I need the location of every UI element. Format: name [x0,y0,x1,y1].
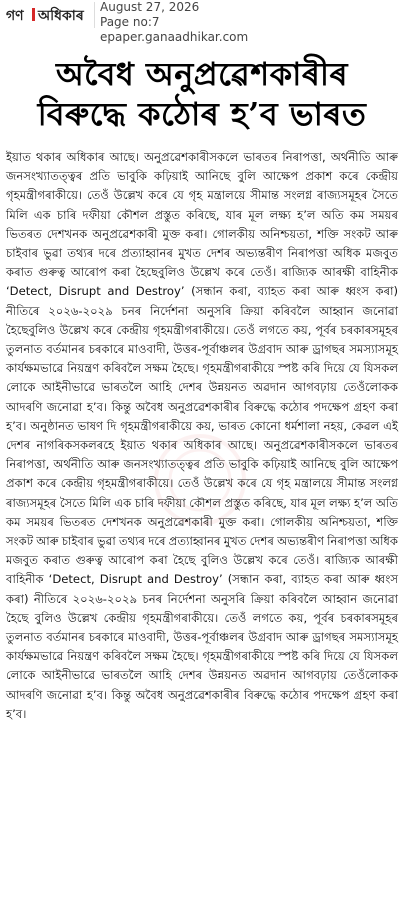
epaper-url[interactable]: epaper.ganaadhikar.com [100,30,249,44]
page-number: Page no:7 [100,15,160,29]
svg-text:গণ: গণ [6,8,24,24]
edition-meta [100,0,248,45]
headline-line-1: অবৈধ অনুপ্ৰৱেশকাৰীৰ [55,55,349,93]
logo-mark-icon [4,4,92,26]
edition-date: August 27, 2026 [100,0,200,14]
article-body [6,148,398,724]
svg-text:অধিকাৰ: অধিকাৰ [38,8,84,24]
headline-line-2: বিৰুদ্ধে কঠোৰ হ’ব ভাৰত [37,95,367,133]
newspaper-logo [2,2,95,28]
article-paragraph: ইয়াত থকাৰ অধিকাৰ আছে। অনুপ্ৰৱেশকাৰীসকলে ভাৰতৰ নিৰাপত্তা, অৰ্থনীতি আৰু জনসংখ্যাতত্ত্বৰ প্ৰতি ভাবুকি কঢ়িয়াই আনিছে বুলি আক্ষেপ প্ৰকাশ কৰে কেন্দ্ৰীয় গৃহমন্ত্ৰীগৰাকীয়ে। তেওঁ উল্লেখ কৰে যে গৃহ মন্ত্ৰালয়ে সীমান্ত সংলগ্ন ৰাজ্যসমূহৰ সৈতে মিলি এক চাৰি দফীয়া কৌশল প্ৰস্তুত কৰিছে, যাৰ মূল লক্ষ্য হ’ল অতি কম সময়ৰ ভিতৰত দেশখনক অনুপ্ৰৱেশকাৰী মুক্ত কৰা। গোলকীয় অনিশ্চয়তা, শক্তি সংকট আৰু চাইবাৰ ভুৱা তথ্যৰ দৰে প্ৰত্যাহ্বানৰ মুখত দেশৰ অভ্যন্তৰীণ নিৰাপত্তা অধিক মজবুত কৰাত গুৰুত্ব আৰোপ কৰা হৈছেবুলিও উল্লেখ কৰে তেওঁ। ৰাজ্যিক আৰক্ষী বাহিনীক ‘Detect, Disrupt and Destroy’ (সন্ধান কৰা, ব্যাহত কৰা আৰু ধ্বংস কৰা) নীতিৰে ২০২৬-২০২৯ চনৰ নিৰ্দেশনা অনুসৰি ক্ৰিয়া কৰিবলৈ আহ্বান জনোৱা হৈছেবুলিও উল্লেখ কৰে কেন্দ্ৰীয় গৃহমন্ত্ৰীগৰাকীয়ে। তেওঁ লগতে কয়, পূৰ্বৰ চৰকাৰসমূহৰ তুলনাত বৰ্তমানৰ চৰকাৰে মাওবাদী, উত্তৰ-পূৰ্বাঞ্চলৰ উগ্ৰবাদ আৰু ড্ৰাগছৰ সমস্যাসমূহ কাৰ্যক্ষমভাৱে নিয়ন্ত্ৰণ কৰিবলৈ সক্ষম হৈছে। গৃহমন্ত্ৰীগৰাকীয়ে স্পষ্ট কৰি দিয়ে যে যিসকল লোকে আইনীভাৱে ভাৰতলৈ আহি দেশৰ উন্নয়নত অৱদান আগবঢ়ায় তেওঁলোকক আদৰণি জনোৱা হ’ব। কিন্তু অবৈধ অনুপ্ৰৱেশকাৰীৰ বিৰুদ্ধে কঠোৰ পদক্ষেপ গ্ৰহণ কৰা হ’ব। অনুষ্ঠানত ভাষণ দি গৃহমন্ত্ৰীগৰাকীয়ে কয়, ভাৰত কোনো ধৰ্মশালা নহয়, কেৱল এই দেশৰ নাগৰিকসকলৰহে ইয়াত থকাৰ অধিকাৰ আছে। অনুপ্ৰৱেশকাৰীসকলে ভাৰতৰ নিৰাপত্তা, অৰ্থনীতি আৰু জনসংখ্যাতত্ত্বৰ প্ৰতি ভাবুকি কঢ়িয়াই আনিছে বুলি আক্ষেপ প্ৰকাশ কৰে কেন্দ্ৰীয় গৃহমন্ত্ৰীগৰাকীয়ে। তেওঁ উল্লেখ কৰে যে গৃহ মন্ত্ৰালয়ে সীমান্ত সংলগ্ন ৰাজ্যসমূহৰ সৈতে মিলি এক চাৰি দফীয়া কৌশল প্ৰস্তুত কৰিছে, যাৰ মূল লক্ষ্য হ’ল অতি কম সময়ৰ ভিতৰত দেশখনক অনুপ্ৰৱেশকাৰী মুক্ত কৰা। গোলকীয় অনিশ্চয়তা, শক্তি সংকট আৰু চাইবাৰ ভুৱা তথ্যৰ দৰে প্ৰত্যাহ্বানৰ মুখত দেশৰ অভ্যন্তৰীণ নিৰাপত্তা অধিক মজবুত কৰাত গুৰুত্ব আৰোপ কৰা হৈছে বুলিও উল্লেখ কৰে তেওঁ। ৰাজ্যিক আৰক্ষী বাহিনীক ‘Detect, Disrupt and Destroy’ (সন্ধান কৰা, ব্যাহত কৰা আৰু ধ্বংস কৰা) নীতিৰে ২০২৬-২০২৯ চনৰ নিৰ্দেশনা অনুসৰি ক্ৰিয়া কৰিবলৈ আহ্বান জনোৱা হৈছে বুলিও উল্লেখ কেন্দ্ৰীয় গৃহমন্ত্ৰীগৰাকীয়ে। তেওঁ লগতে কয়, পূৰ্বৰ চৰকাৰসমূহৰ তুলনাত বৰ্তমানৰ চৰকাৰে মাওবাদী, উত্তৰ-পূৰ্বাঞ্চলৰ উগ্ৰবাদ আৰু ড্ৰাগছৰ সমস্যাসমূহ কাৰ্যক্ষমভাৱে নিয়ন্ত্ৰণ কৰিবলৈ সক্ষম হৈছে। গৃহমন্ত্ৰীগৰাকীয়ে স্পষ্ট কৰি দিয়ে যে যিসকল লোকে আইনীভাৱে ভাৰতলৈ আহি দেশৰ উন্নয়নত অৱদান আগবঢ়ায় তেওঁলোকক আদৰণি জনোৱা হ’ব। কিন্তু অবৈধ অনুপ্ৰৱেশকাৰীৰ বিৰুদ্ধে কঠোৰ পদক্ষেপ গ্ৰহণ কৰা হ’ব। [6,150,398,721]
masthead [0,0,404,46]
headline [0,54,404,134]
